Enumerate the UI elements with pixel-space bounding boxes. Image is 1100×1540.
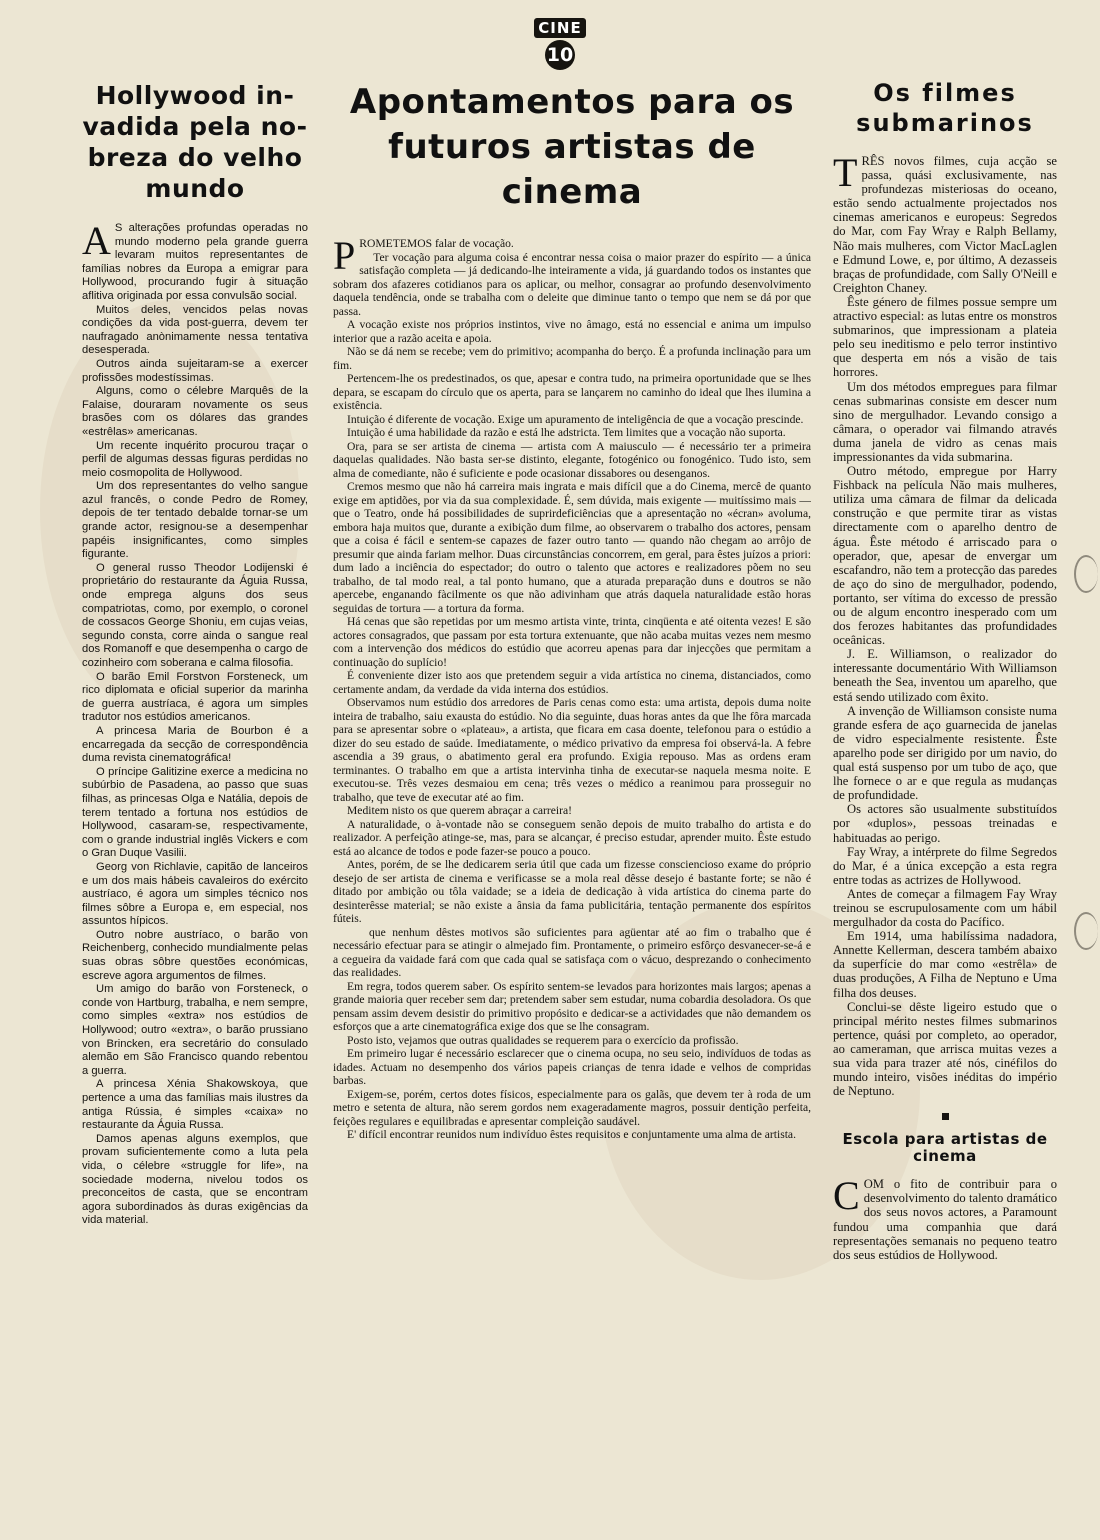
dropcap: C — [833, 1173, 860, 1219]
left-article-title: Hollywood in-vadida pela no-breza do velho mundo — [82, 81, 308, 203]
paragraph: Conclui-se dêste ligeiro estudo que o principal mérito nestes filmes submarinos pertence, quási por completo, ao operador, ao cameraman, que arrisca muitas vezes a sua vida para trazer até nós, cinéfilos do mundo inteiro, visões inéditas do império de Neptuno. — [833, 999, 1057, 1099]
right-article — [833, 78, 1057, 1458]
paragraph: que nenhum dêstes motivos são suficientes para agüentar até ao fim o trabalho que é necessário efectuar para se atingir o almejado fim. Prontamente, o primeiro esfôrço desvanecer-se-á e a cegueira da vaidade fará com que cada qual se satisfaça com o vácuo, desprezando o conhecimento das realidades. — [333, 925, 811, 979]
page-number-badge: 10 — [545, 40, 575, 70]
paragraph: Intuição é diferente de vocação. Exige um apuramento de inteligência de que a vocação prescinde. — [347, 412, 804, 426]
paragraph: Intuição é uma habilidade da razão e está lhe adstricta. Tem limites que a vocação não suporta. — [347, 426, 786, 439]
middle-article — [333, 80, 811, 1460]
paragraph: Antes, porém, de se lhe dedicarem seria útil que cada um fizesse consciencioso exame do próprio desejo de ser artista de cinema e verificasse se a mola real dêsse desejo é bastante forte; se não é ditado por ambição ou tôla vaidade; se a ideia de dedicação à vida artística do cinema parte do desinterêsse material; se não existe a ânsia da fama publicitária, tentação permanente dos espíritos fúteis. — [333, 858, 811, 925]
left-article-body — [82, 218, 308, 1228]
paragraph: Cremos mesmo que não há carreira mais ingrata e mais difícil que a do Cinema, mercê de quanto exige em aptidões, por via da sua complexidade. É, sem dúvida, mais exigente — muitíssimo mais — que o Teatro, onde há possibilidades de suprirdeficiências que a apresentação no «écran» avoluma, embora haja muitos que, durante a exibição dum filme, ao observarem o trabalho dos actores, pensam que a coisa é fácil e sentem-se capazes de fazer outro tanto — quando não chegam ao arrôjo de presumir que ainda fariam melhor. Duas circunstâncias concorrem, em geral, para êstes juízos a priori: dum lado a inciência do espectador; do outro o talento que actores e realizadores põem no seu trabalho, de tal modo real, a tal ponto humano, que a aturada preparação duns e doutros se não apercebe, enganando fàcilmente os que não adivinham que atrás daquela naturalidade estão horas seguidas de tortura — a tortura da forma. — [333, 480, 811, 615]
section-separator — [833, 1112, 1057, 1123]
middle-article-title: Apontamentos para os futuros artistas de cinema — [349, 82, 795, 212]
masthead-logo — [528, 18, 592, 70]
school-note-title: Escola para artistas de cinema — [842, 1130, 1048, 1166]
paragraph: Êste género de filmes possue sempre um atractivo especial: as lutas entre os monstros submarinos, que impressionam a plateia pelo seu ineditismo e pelo terror instintivo que desperta em nós a visão de tais horrores. — [833, 294, 1057, 380]
paragraph: Ora, para se ser artista de cinema — artista com A maiusculo — é necessário ter a primeira daquelas qualidades. Não basta ser-se distinto, elegante, fotogénico ou fonogénico. Tudo isto, sem alma de comediante, não é suficiente e pode ocasionar dissabores ou desenganos. — [333, 439, 811, 480]
dropcap: A — [82, 218, 111, 263]
paragraph: Posto isto, vejamos que outras qualidades se requerem para o exercício da profissão. — [347, 1033, 739, 1047]
paragraph: A vocação existe nos próprios instintos, vive no âmago, está no essencial e anima um impulso interior que a razão aceita e apoia. — [333, 318, 811, 345]
paragraph: Não se dá nem se recebe; vem do primitivo; acompanha do berço. É a profunda inclinação para um fim. — [333, 345, 811, 372]
paragraph: Outro nobre austríaco, o barão von Reichenberg, conhecido mundialmente pelas suas obras sôbre questões económicas, escreve agora argumentos de filmes. — [82, 928, 308, 982]
paragraph: Alguns, como o célebre Marquês de la Falaise, douraram novamente os seus brasões com os dólares das grandes «estrêlas» americanas. — [82, 385, 308, 438]
dropcap: T — [833, 150, 858, 195]
middle-article-body — [333, 233, 811, 1142]
paragraph: Georg von Richlavie, capitão de lanceiros e um dos mais hábeis cavaleiros do exército austríaco, é agora um simples técnico nos filmes sôbre a Europa e, em especial, nos assuntos hípicos. — [82, 860, 308, 928]
paragraph: Observamos num estúdio dos arredores de Paris cenas como esta: uma artista, depois duma noite inteira de trabalho, saiu exausta do estúdio. No dia seguinte, duas horas antes da que lhe fôra marcada para se apresentar sobre o «plateau», a artista, que ficara em casa doente, telefonou para o estúdio a dizer do seu estado de saúde. Imediatamente, o médico privativo da empresa foi observá-la. A febre ascendia a 39 graus, o abatimento geral era profundo. Exigia repouso. Mas as ordens eram terminantes. O trabalho em que a artista intervinha tinha de executar-se naquela mesma noite. E executou-se. Três vezes desmaiou em cena; três vezes o médico a reanimou para prosseguir no trabalho, que teve de executar até ao fim. — [333, 696, 811, 804]
paragraph: Em 1914, uma habilíssima nadadora, Annette Kellerman, descera também abaixo da superfície do mar como «estrêla» de duas produções, A Filha de Neptuno e Uma filha dos deuses. — [833, 929, 1057, 1000]
dropcap: P — [333, 233, 356, 278]
paragraph: O general russo Theodor Lodijenski é proprietário do restaurante da Águia Russa, onde emprega alguns dos seus compatriotas, como, por exemplo, o coronel de cossacos George Shoniu, em cujas veias, segundo consta, corre ainda o sangue real dos Romanoff e que desempenha o cargo de cozinheiro com soberana e calma filosofia. — [82, 561, 308, 669]
paragraph: Meditem nisto os que querem abraçar a carreira! — [347, 804, 573, 817]
school-note-body — [833, 1173, 1057, 1262]
paragraph: Fay Wray, a intérprete do filme Segredos do Mar, é a única excepção a esta regra entre todas as actrizes de Hollywood. — [833, 844, 1057, 887]
paragraph: S alterações profundas operadas no mundo moderno pela grande guerra levaram muitos representantes de famílias nobres da Europa a emigrar para Hollywood, procurando fugir à situação aflitiva originada por essa convulsão social. — [82, 222, 308, 302]
paragraph: Outro método, empregue por Harry Fishback na película Não mais mulheres, utiliza uma câmara de filmar da delicada construção e que permite tirar as vistas directamente com o aparelho dentro de água. Êste método é arriscado para o operador, que, apesar de envergar um escafandro, não tem a protecção das paredes de aço do sino de mergulhador, podendo, portanto, ser vítima do excesso de pressão ou de algum encontro inesperado com um dos ferozes habitantes das profundidades oceânicas. — [833, 464, 1057, 648]
paragraph: O barão Emil Forstvon Forsteneck, um rico diplomata e oficial superior da marinha de guerra austríaca, é agora um simples tradutor nos estúdios americanos. — [82, 670, 308, 724]
binding-hole — [1074, 555, 1098, 593]
paragraph: E' difícil encontrar reunidos num indivíduo êstes requisitos e conjuntamente uma alma de artista. — [347, 1128, 796, 1141]
paragraph: A princesa Maria de Bourbon é a encarregada da secção de correspondência duma revista cinematográfica! — [82, 724, 308, 765]
paragraph: Exigem-se, porém, certos dotes físicos, especialmente para os galãs, que devem ter à roda de um metro e setenta de altura, não serem gordos nem exageradamente magros, possuir dentição perfeita, feições regulares e equilibradas e apresentar compleição saudável. — [333, 1087, 811, 1128]
paragraph: O príncipe Galitizine exerce a medicina no subúrbio de Pasadena, ao passo que suas filhas, as princesas Olga e Natália, depois de terem tentado a fortuna nos estúdios de Hollywood, casaram-se, respectivamente, com o grande industrial inglês Vickers e com o Gran Duque Vasilii. — [82, 765, 308, 860]
paragraph: Ter vocação para alguma coisa é encontrar nessa coisa o maior prazer do espírito — a única satisfação completa — já dedicando-lhe inteiramente a vida, já guardando todos os instantes que sobram dos afazeres cotidianos para os aplicar, ou melhor, consagrar ao profundo desenvolvimento daquela tendência, onde se trabalha com o deleite que diminue tanto o tempo que nem se dá por que passa. — [333, 250, 811, 318]
paragraph: Damos apenas alguns exemplos, que provam suficientemente como a luta pela vida, o célebre «struggle for life», na sociedade moderna, nivelou todos os preconceitos de casta, que se encontram agora subordinados às duras exigências da vida material. — [82, 1132, 308, 1227]
paragraph: Outros ainda sujeitaram-se a exercer profissões modestíssimas. — [82, 357, 308, 384]
paragraph: A princesa Xénia Shakowskoya, que pertence a uma das famílias mais ilustres da antiga Rússia, é simples «caixa» no restaurante da Águia Russa. — [82, 1078, 308, 1132]
paragraph: OM o fito de contribuir para o desenvolvimento do talento dramático dos seus novos actores, a Paramount fundou uma companhia que dará representações semanais no pequeno teatro dos seus estúdios de Hollywood. — [833, 1177, 1057, 1262]
paragraph: Os actores são usualmente substituídos por «duplos», pessoas treinadas e habituadas ao perigo. — [833, 802, 1057, 845]
paragraph: Antes de começar a filmagem Fay Wray treinou se escrupulosamente com um hábil mergulhador da costa do Pacífico. — [833, 886, 1057, 930]
paragraph: É conveniente dizer isto aos que pretendem seguir a vida artística no cinema, distanciados, como certamente andam, da verdade da vida interna dos estúdios. — [333, 669, 811, 696]
paragraph: Pertencem-lhe os predestinados, os que, apesar e contra tudo, na primeira oportunidade que se lhes depara, se escapam do círculo que os aperta, para se lançarem no caminho do ideal que lhes ilumina a existência. — [333, 372, 811, 412]
paragraph: Um amigo do barão von Forsteneck, o conde von Hartburg, trabalha, e nem sempre, como simples «extra» nos estúdios de Hollywood; outro «extra», o barão prussiano von Brincken, era secretário do consulado alemão em São Francisco quando rebentou a guerra. — [82, 983, 308, 1077]
right-article-body — [833, 150, 1057, 1099]
paragraph: Em primeiro lugar é necessário esclarecer que o cinema ocupa, no seu seio, indivíduos de todas as idades. Actuam no desempenho dos vários papeis crianças de tenra idade e velhos de compridas barbas. — [333, 1047, 811, 1087]
paragraph: RÊS novos filmes, cuja acção se passa, quási exclusivamente, nas profundezas misteriosas do oceano, estão sendo actualmente projectados nos cinemas americanos e europeus: Segredos do Mar, com Fay Wray e Ralph Bellamy, Não mais mulheres, com Victor MacLaglen e Edmund Lowe, e, por último, A dezasseis braças de profundidade, com Sally O'Neill e Creighton Chaney. — [833, 154, 1057, 295]
masthead-brand: CINE — [534, 18, 585, 38]
paragraph: Um dos representantes do velho sangue azul francês, o conde Pedro de Romey, depois de ter tentado debalde tornar-se um grande actor, resignou-se a desempenhar papéis insignificantes, como simples figurante. — [82, 480, 308, 561]
paragraph: Há cenas que são repetidas por um mesmo artista vinte, trinta, cinqüenta e até oitenta vezes! E são actores consagrados, que passam por esta tortura extenuante, que não acaba muitas vezes nem mesmo com a intervenção dos médicos do estúdio que acorreu apenas para dar injecções que permitam a continuação do suplício! — [333, 615, 811, 669]
paragraph: ROMETEMOS falar de vocação. — [359, 237, 514, 250]
paragraph: Um dos métodos empregues para filmar cenas submarinas consiste em descer num sino de mergulhador. Levando consigo a câmara, o operador vai filmando através duma janela de vidro as cenas mais impressionantes da vida submarina. — [833, 379, 1057, 464]
right-article-title: Os filmes submarinos — [856, 79, 1034, 137]
binding-hole — [1074, 912, 1098, 950]
paragraph: A naturalidade, o à-vontade não se conseguem senão depois de muito trabalho do artista e do realizador. A perfeição atinge-se, mas, para se alcançar, é preciso estudar, aprender muito. Êste estudo está ao alcance de todos e pode fazer-se pouco a pouco. — [333, 817, 811, 858]
left-article — [82, 80, 308, 1460]
paragraph: Um recente inquérito procurou traçar o perfil de algumas dessas figuras perdidas no meio cosmopolita de Hollywood. — [82, 439, 308, 479]
paragraph: Em regra, todos querem saber. Os espírito sentem-se levados para horizontes mais largos; apenas a grande maioria quer receber sem dar; pretendem saber sem estudar, numa cobardia desoladora. Os que pensam assim devem desistir do primitivo propósito e dedicar-se a actividades que não demandem os esforços que a arte cinematográfica exige dos que se lhe consagram. — [333, 979, 811, 1033]
square-bullet-icon — [942, 1113, 949, 1120]
paragraph: Muitos deles, vencidos pelas novas condições da vida post-guerra, devem ter naufragado anònimamente nessa tentativa desesperada. — [82, 303, 308, 357]
paragraph: A invenção de Williamson consiste numa grande esfera de aço guarnecida de janelas de vidro especialmente resistente. Êste aparelho pode ser dirigido por um navio, do qual está suspenso por um tubo de aço, que lhe fornece o ar e que regula as mudanças de profundidade. — [833, 703, 1057, 803]
paragraph: J. E. Williamson, o realizador do interessante documentário With Williamson beneath the Sea, inventou um aparelho, que está sendo utilizado com êxito. — [833, 647, 1057, 704]
